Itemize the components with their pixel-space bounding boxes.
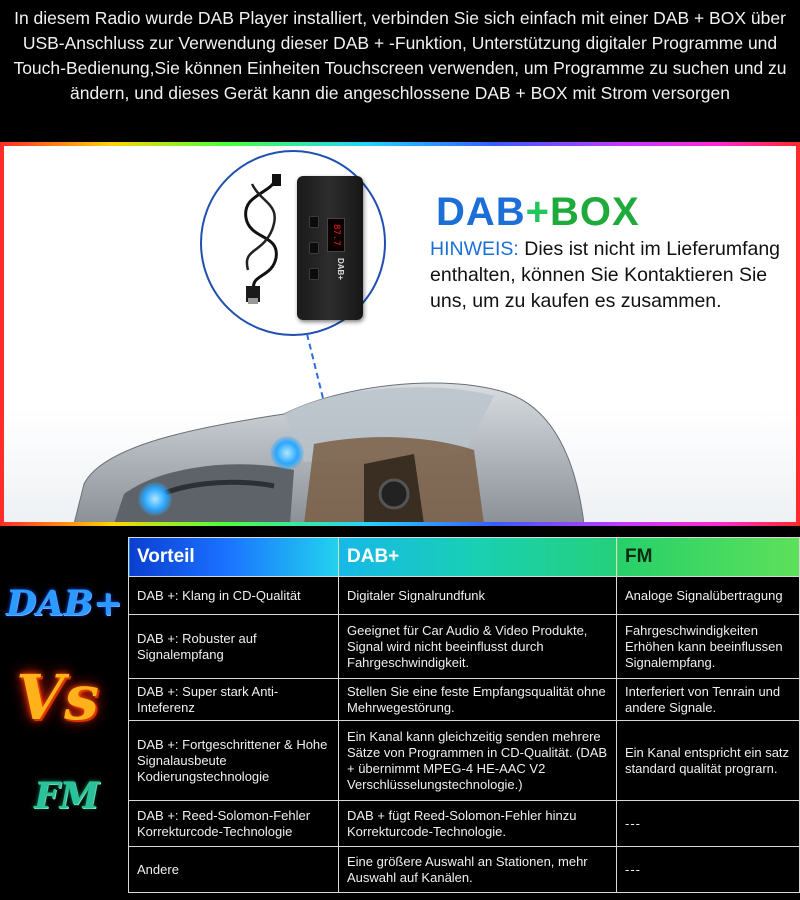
header-dab: DAB+ <box>339 538 617 577</box>
cell-fm: --- <box>617 801 800 847</box>
fm-logo: FM <box>34 775 100 817</box>
comparison-section <box>0 531 800 900</box>
intro-text: In diesem Radio wurde DAB Player installiert, verbinden Sie sich einfach mit einer DAB + BOX über USB-Anschluss zur Verwendung dieser DAB + -Funktion, Unterstützung digitaler Programme und Touch-Bedienung,Sie können Einheiten Touchscreen verwenden, um Programme zu suchen und zu ändern, und dieses Gerät kann die angeschlossene DAB + BOX mit Strom versorgen <box>13 8 787 103</box>
device-button <box>309 268 319 280</box>
cell-vorteil: DAB +: Klang in CD-Qualität <box>129 577 339 615</box>
cell-vorteil: DAB +: Reed-Solomon-Fehler Korrekturcode-Technologie <box>129 801 339 847</box>
table-row <box>129 679 800 721</box>
device-button <box>309 242 319 254</box>
table-row <box>129 615 800 679</box>
cell-dab: Ein Kanal kann gleichzeitig senden mehrere Sätze von Programmen in CD-Qualität. (DAB + übernimmt MPEG-4 HE-AAC V2 Verschlüsselungstechnologie.) <box>339 721 617 801</box>
hinweis-text: Dies ist nicht im Lieferumfang enthalten, können Sie Kontaktieren Sie uns, um zu kaufen es zusammen. <box>430 238 781 312</box>
title-dab: DAB <box>436 190 526 234</box>
hinweis-label: HINWEIS: <box>430 238 519 260</box>
dab-plus-logo: DAB+ <box>6 583 123 624</box>
comparison-side-logos <box>0 531 128 900</box>
device-display: 87.7 <box>327 218 345 252</box>
device-logo: DAB+ <box>336 258 345 281</box>
cell-dab: Digitaler Signalrundfunk <box>339 577 617 615</box>
dab-box-promo-banner <box>0 142 800 526</box>
cell-dab: DAB + fügt Reed-Solomon-Fehler hinzu Korrekturcode-Technologie. <box>339 801 617 847</box>
cell-fm: Ein Kanal entspricht ein satz standard qualität prograrn. <box>617 721 800 801</box>
header-fm: FM <box>617 538 800 577</box>
cell-dab: Stellen Sie eine feste Empfangsqualität ohne Mehrwegestörung. <box>339 679 617 721</box>
comparison-table <box>128 537 800 893</box>
table-header-row <box>129 538 800 577</box>
header-vorteil: Vorteil <box>129 538 339 577</box>
cell-fm: Analoge Signalübertragung <box>617 577 800 615</box>
cell-fm: Fahrgeschwindigkeiten Erhöhen kann beeinflussen Signalempfang. <box>617 615 800 679</box>
cell-fm: Interferiert von Tenrain und andere Signale. <box>617 679 800 721</box>
cell-vorteil: DAB +: Super stark Anti-Inteferenz <box>129 679 339 721</box>
title-plus: + <box>525 190 551 234</box>
highlight-glow <box>138 482 172 516</box>
usb-cable-image <box>232 174 302 304</box>
cell-vorteil: DAB +: Robuster auf Signalempfang <box>129 615 339 679</box>
cell-fm: --- <box>617 847 800 893</box>
cell-dab: Eine größere Auswahl an Stationen, mehr Auswahl auf Kanälen. <box>339 847 617 893</box>
table-row <box>129 721 800 801</box>
cell-vorteil: DAB +: Fortgeschrittener & Hohe Signalausbeute Kodierungstechnologie <box>129 721 339 801</box>
title-box: BOX <box>550 190 640 234</box>
table-row <box>129 801 800 847</box>
table-row <box>129 847 800 893</box>
dab-box-title <box>436 190 640 235</box>
cell-vorteil: Andere <box>129 847 339 893</box>
vs-logo: Vs <box>16 661 100 734</box>
cell-dab: Geeignet für Car Audio & Video Produkte, Signal wird nicht beeinflusst durch Fahrgeschwindigkeit. <box>339 615 617 679</box>
promo-panel <box>4 146 796 522</box>
hinweis-note <box>430 236 794 314</box>
device-button <box>309 216 319 228</box>
table-row <box>129 577 800 615</box>
highlight-glow <box>270 436 304 470</box>
dab-box-device-image <box>297 176 363 320</box>
